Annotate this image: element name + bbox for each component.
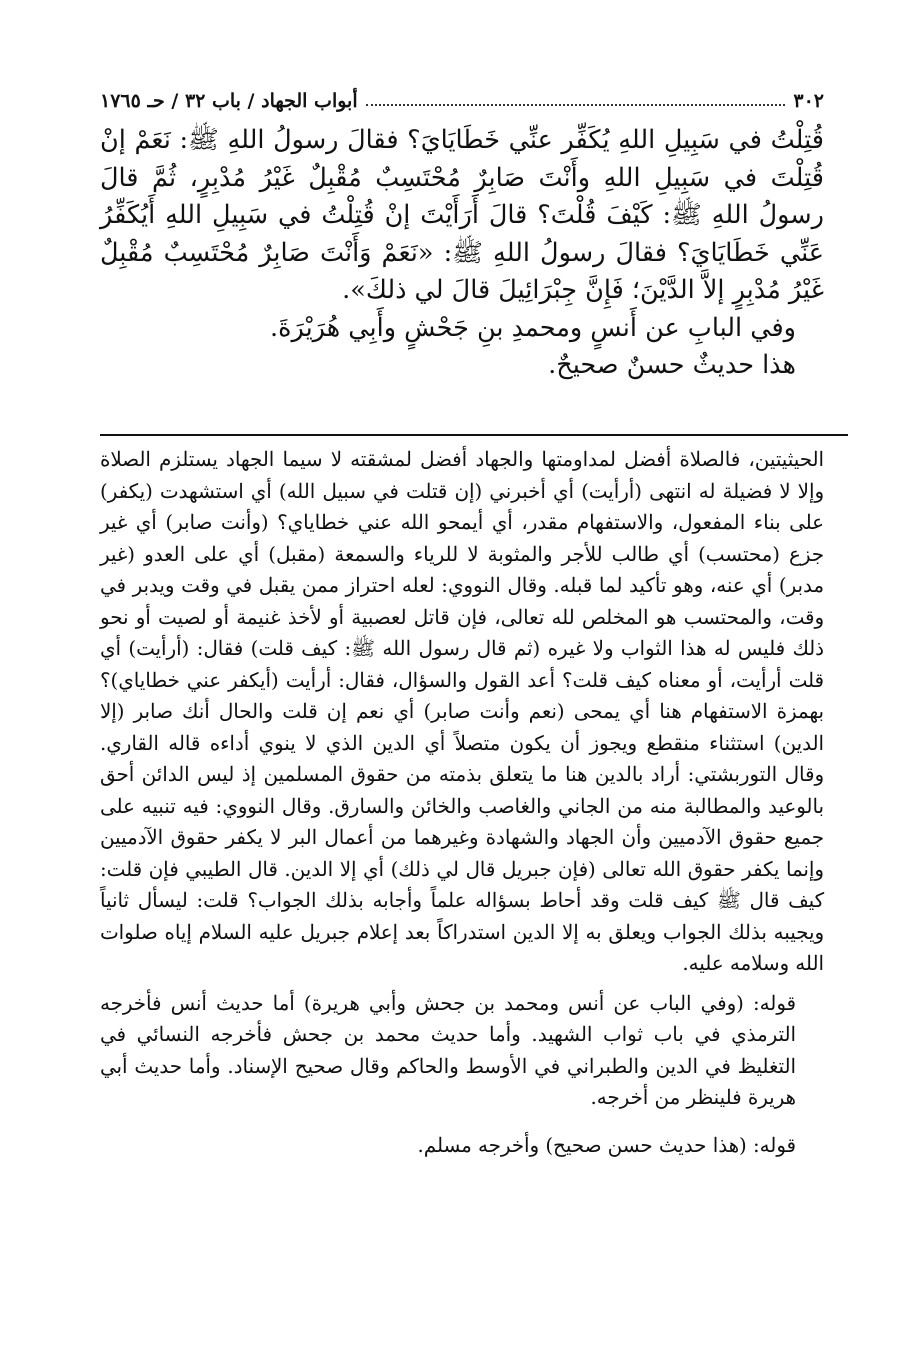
paragraph-spacer: [100, 980, 824, 988]
header-title: أبواب الجهاد / باب ٣٢ / حـ ١٧٦٥: [100, 90, 358, 112]
section-divider: [100, 434, 848, 436]
running-header: [100, 78, 824, 112]
hadith-grading: هذا حديثٌ حسنٌ صحيحٌ.: [548, 350, 796, 380]
hadith-main-text: [100, 122, 824, 385]
header-dot-leader: [366, 103, 786, 106]
commentary-section: [100, 444, 824, 1161]
paragraph-spacer: [100, 1114, 824, 1130]
chapter-note: وفي البابِ عن أَنسٍ ومحمدِ بنِ جَحْشٍ وأَبِي هُرَيْرَةَ.: [270, 312, 796, 343]
commentary-paragraph-2: قوله: (وفي الباب عن أنس ومحمد بن جحش وأبي هريرة) أما حديث أنس فأخرجه الترمذي في باب ثواب الشهيد. وأما حديث محمد بن جحش فأخرجه النسائي في التغليظ في الدين والطبراني في الأوسط والحاكم وقال صحيح الإسناد. وأما حديث أبي هريرة فلينظر من أخرجه.: [100, 991, 796, 1109]
hadith-text: قُتِلْتُ في سَبِيلِ اللهِ يُكَفِّر عنِّي خَطَايَايَ؟ فقالَ رسولُ اللهِ ﷺ: نَعَمْ إنْ قُتِلْتَ في سَبِيلِ اللهِ وأَنْتَ صَابِرٌ مُحْتَسِبٌ مُقْبِلٌ غَيْرُ مُدْبِرٍ، ثُمَّ قالَ رسولُ اللهِ ﷺ: كَيْفَ قُلْتَ؟ قالَ أَرَأَيْتَ إنْ قُتِلْتُ في سَبِيلِ اللهِ أَيُكَفِّرُ عَنِّي خَطَايَايَ؟ فقالَ رسولُ اللهِ ﷺ: «نَعَمْ وَأَنْتَ صَابِرٌ مُحْتَسِبٌ مُقْبِلٌ غَيْرُ مُدْبِرٍ إلاَّ الدَّيْنَ؛ فَإِنَّ جِبْرَائِيلَ قالَ لي ذلكَ».: [100, 125, 824, 305]
commentary-paragraph-3: قوله: (هذا حديث حسن صحيح) وأخرجه مسلم.: [417, 1133, 796, 1157]
page-number: ٣٠٢: [793, 90, 824, 112]
commentary-paragraph-1: الحيثيتين، فالصلاة أفضل لمداومتها والجهاد أفضل لمشقته لا سيما الجهاد يستلزم الصلاة وإلا لا فضيلة له انتهى (أرأيت) أي أخبرني (إن قتلت في سبيل الله) أي استشهدت (يكفر) على بناء المفعول، والاستفهام مقدر، أي أيمحو الله عني خطاياي؟ (وأنت صابر) أي غير جزع (محتسب) أي طالب للأجر والمثوبة لا للرياء والسمعة (مقبل) أي على العدو (غير مدبر) أي عنه، وهو تأكيد لما قبله. وقال النووي: لعله احتراز ممن يقبل في وقت ويدبر في وقت، والمحتسب هو المخلص لله تعالى، فإن قاتل لعصبية أو لأخذ غنيمة أو لصيت أو نحو ذلك فليس له هذا الثواب ولا غيره (ثم قال رسول الله ﷺ: كيف قلت) فقال: (أرأيت) أي قلت أرأيت، أو معناه كيف قلت؟ أعد القول والسؤال، فقال: أرأيت (أيكفر عني خطاياي)؟ بهمزة الاستفهام هنا أي يمحى (نعم وأنت صابر) أي نعم إن قلت والحال أنك صابر (إلا الدين) استثناء منقطع ويجوز أن يكون متصلاً أي الدين الذي لا ينوي أداءه قاله القاري. وقال التوربشتي: أراد بالدين هنا ما يتعلق بذمته من حقوق المسلمين إذ ليس الدائن أحق بالوعيد والمطالبة منه من الجاني والغاصب والخائن والسارق. وقال النووي: فيه تنبيه على جميع حقوق الآدميين وأن الجهاد والشهادة وغيرهما من أعمال البر لا يكفر حقوق الآدميين وإنما يكفر حقوق الله تعالى (فإن جبريل قال لي ذلك) أي إلا الدين. قال الطيبي فإن قلت: كيف قال ﷺ كيف قلت وقد أحاط بسؤاله علماً وأجابه بذلك الجواب؟ قلت: ليسأل ثانياً ويجيبه بذلك الجواب ويعلق به إلا الدين استدراكاً بعد إعلام جبريل عليه السلام إياه صلوات الله وسلامه عليه.: [100, 448, 824, 975]
